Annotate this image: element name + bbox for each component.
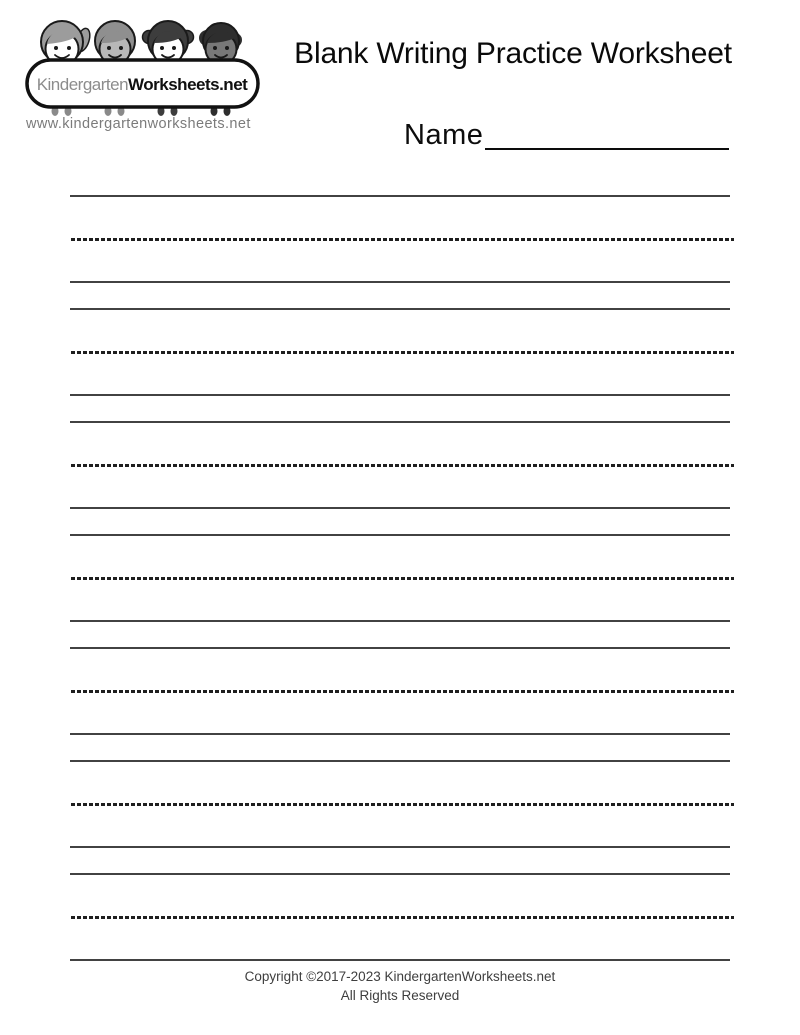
name-blank-line [485,120,729,150]
writing-line-middle-dashed [71,464,734,467]
writing-line-top [70,534,730,536]
writing-line-middle-dashed [71,238,734,241]
writing-line-top [70,421,730,423]
writing-line-bottom [70,507,730,509]
writing-line-group [70,421,730,509]
logo-brand-text: KindergartenWorksheets.net [36,75,248,94]
writing-line-middle-dashed [71,690,734,693]
writing-line-top [70,195,730,197]
kindergarten-worksheets-logo [24,10,262,118]
writing-line-bottom [70,959,730,961]
writing-line-middle-dashed [71,351,734,354]
logo-brand-pill [27,60,258,107]
page-title: Blank Writing Practice Worksheet [294,37,732,70]
name-row [404,119,729,152]
writing-line-group [70,195,730,283]
writing-line-top [70,647,730,649]
writing-line-bottom [70,733,730,735]
footer [0,967,800,1005]
writing-line-top [70,873,730,875]
writing-line-bottom [70,846,730,848]
writing-line-bottom [70,394,730,396]
rights-text: All Rights Reserved [340,988,460,1003]
writing-line-middle-dashed [71,916,734,919]
writing-line-group [70,760,730,848]
writing-line-group [70,534,730,622]
writing-line-top [70,760,730,762]
writing-line-group [70,308,730,396]
writing-line-bottom [70,620,730,622]
website-url: www.kindergartenworksheets.net [26,116,251,132]
writing-line-group [70,873,730,961]
copyright-text: Copyright ©2017-2023 KindergartenWorksheets.net [244,969,556,984]
writing-line-bottom [70,281,730,283]
writing-line-group [70,647,730,735]
writing-line-middle-dashed [71,577,734,580]
writing-lines [70,195,730,961]
writing-line-top [70,308,730,310]
name-label: Name [404,119,484,151]
writing-line-middle-dashed [71,803,734,806]
